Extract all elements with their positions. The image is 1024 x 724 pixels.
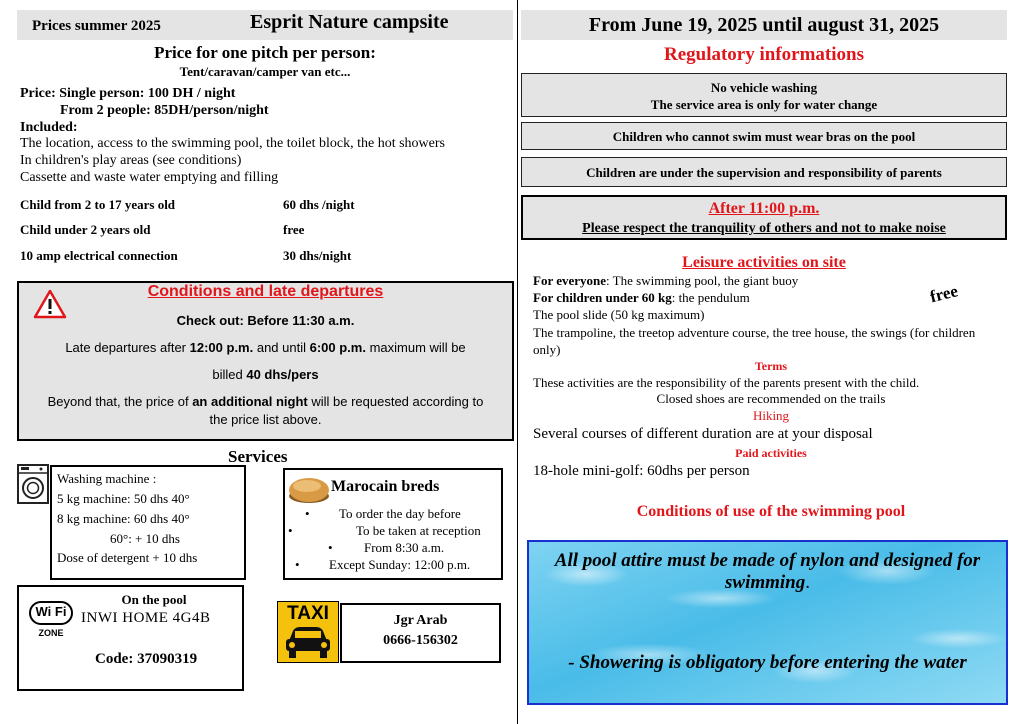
rate-value-3: 30 dhs/night — [283, 248, 352, 263]
beyond-b: will be requested according to — [307, 394, 484, 409]
washing-box — [50, 465, 246, 580]
pool-text-1-main: All pool attire must be made of nylon and designed for swimming — [554, 550, 981, 593]
pool-conditions-box — [527, 540, 1008, 705]
children-text: : the pendulum — [671, 290, 750, 305]
paid-text: 18-hole mini-golf: 60dhs per person — [533, 463, 750, 479]
free-stamp: free — [928, 281, 960, 307]
leisure-title: Leisure activities on site — [682, 254, 846, 271]
bread-item-3: • From 8:30 a.m. — [328, 540, 445, 555]
late-time-1: 12:00 p.m. — [189, 340, 254, 355]
rate-label-2: Child under 2 years old — [20, 222, 151, 237]
bread-item-2-text: To be taken at reception — [356, 523, 481, 538]
services-title: Services — [228, 447, 288, 466]
late-a: Late departures after — [65, 340, 190, 355]
taxi-sign: TAXI — [287, 603, 329, 624]
late-b: and until — [253, 340, 310, 355]
late-departure-text — [19, 340, 512, 355]
quiet-title: After 11:00 p.m. — [708, 200, 820, 217]
wifi-network: INWI HOME 4G4B — [81, 610, 211, 626]
quiet-box — [521, 195, 1007, 240]
rate-value-1: 60 dhs /night — [283, 197, 355, 212]
hiking-text: Several courses of different duration are at your disposal — [533, 426, 873, 442]
rate-value-2: free — [283, 222, 305, 237]
quiet-text: Please respect the tranquility of others and not to make noise — [582, 221, 946, 236]
pitch-title-colon: : — [370, 43, 376, 62]
washing-line-4: Dose of detergent + 10 dhs — [57, 550, 198, 565]
taxi-name: Jgr Arab — [393, 613, 448, 628]
bread-title: Marocain breds — [331, 478, 440, 495]
children-label: For children under 60 kg — [533, 290, 672, 305]
beyond-bold: an additional night — [192, 394, 308, 409]
slide-line: The pool slide (50 kg maximum) — [533, 307, 705, 322]
wifi-logo-sub: ZONE — [38, 628, 64, 638]
taxi-phone: 0666-156302 — [383, 633, 458, 648]
pool-title: Conditions of use of the swimming pool — [636, 503, 906, 520]
beyond-a: Beyond that, the price of — [47, 394, 193, 409]
taxi-box — [340, 603, 501, 663]
beyond-text — [19, 394, 512, 409]
rule-1-line-1: No vehicle washing — [710, 80, 818, 95]
billed-amount: 40 dhs/pers — [246, 367, 319, 382]
bread-item-1: • To order the day before — [305, 506, 461, 521]
conditions-box — [17, 281, 514, 441]
wifi-location: On the pool — [121, 592, 187, 607]
prices-label: Prices summer 2025 — [32, 18, 161, 34]
billed-a: billed — [212, 367, 247, 382]
bread-item-4: • Except Sunday: 12:00 p.m. — [295, 557, 471, 572]
conditions-title: Conditions and late departures — [147, 283, 384, 300]
late-time-2: 6:00 p.m. — [309, 340, 366, 355]
children-line — [533, 290, 750, 306]
rule-3: Children are under the supervision and responsibility of parents — [586, 165, 942, 180]
bread-item-2: • To be taken at reception — [288, 523, 481, 538]
washing-line-3: 60°: + 10 dhs — [110, 531, 180, 546]
rule-box-3 — [521, 157, 1007, 187]
terms-title: Terms — [754, 359, 788, 373]
date-range: From June 19, 2025 until august 31, 2025 — [588, 14, 940, 36]
trampoline-line: The trampoline, the treetop adventure course, the tree house, the swings (for children only) — [533, 325, 976, 357]
price-two: From 2 people: 85DH/person/night — [60, 103, 269, 118]
price-single: Price: Single person: 100 DH / night — [20, 86, 236, 101]
everyone-label: For everyone — [533, 273, 607, 288]
pool-text-1-end: . — [805, 572, 810, 593]
washing-title: Washing machine : — [57, 471, 157, 486]
beyond-text-2: the price list above. — [209, 412, 322, 427]
everyone-line — [533, 273, 798, 289]
checkout-text: Check out: Before 11:30 a.m. — [176, 313, 355, 328]
included-line-2: In children's play areas (see conditions) — [20, 153, 242, 168]
pitch-title — [17, 43, 513, 63]
hiking-title: Hiking — [752, 408, 790, 423]
included-line-1: The location, access to the swimming pool, the toilet block, the hot showers — [20, 136, 445, 151]
included-label: Included: — [20, 120, 78, 135]
bread-item-1-text: To order the day before — [339, 506, 461, 521]
wifi-logo-text: Wi Fi — [35, 604, 67, 619]
bread-item-3-text: From 8:30 a.m. — [364, 540, 445, 555]
wifi-code: Code: 37090319 — [95, 651, 198, 667]
washing-line-2: 8 kg machine: 60 dhs 40° — [57, 511, 190, 526]
pool-text-1 — [535, 550, 1000, 594]
rule-box-2 — [521, 122, 1007, 150]
washing-machine-icon — [17, 464, 49, 504]
wifi-box — [17, 585, 244, 691]
washing-line-1: 5 kg machine: 50 dhs 40° — [57, 491, 190, 506]
page-divider — [517, 0, 518, 724]
wifi-zone-icon — [29, 601, 73, 645]
rule-1-line-2: The service area is only for water change — [650, 97, 878, 112]
included-line-3: Cassette and waste water emptying and filling — [20, 170, 279, 185]
paid-title: Paid activities — [735, 446, 807, 460]
terms-line-2: Closed shoes are recommended on the trails — [656, 391, 886, 406]
regulatory-title: Regulatory informations — [663, 44, 864, 64]
everyone-text: : The swimming pool, the giant buoy — [606, 273, 799, 288]
late-c: maximum will be — [365, 340, 466, 355]
campsite-name: Esprit Nature campsite — [250, 11, 449, 33]
pitch-subtitle: Tent/caravan/camper van etc... — [179, 64, 351, 79]
rate-label-1: Child from 2 to 17 years old — [20, 197, 176, 212]
rule-box-1 — [521, 73, 1007, 117]
bread-box — [283, 468, 503, 580]
pitch-title-text: Price for one pitch per person — [154, 43, 371, 62]
bread-item-4-text: Except Sunday: 12:00 p.m. — [329, 557, 471, 572]
bread-icon — [287, 472, 331, 506]
pool-text-2: - Showering is obligatory before entering the water — [568, 652, 967, 673]
terms-line-1: These activities are the responsibility of the parents present with the child. — [533, 375, 920, 390]
billed-text — [19, 367, 512, 382]
rule-2: Children who cannot swim must wear bras on the pool — [612, 129, 916, 144]
rate-label-3: 10 amp electrical connection — [20, 248, 178, 263]
